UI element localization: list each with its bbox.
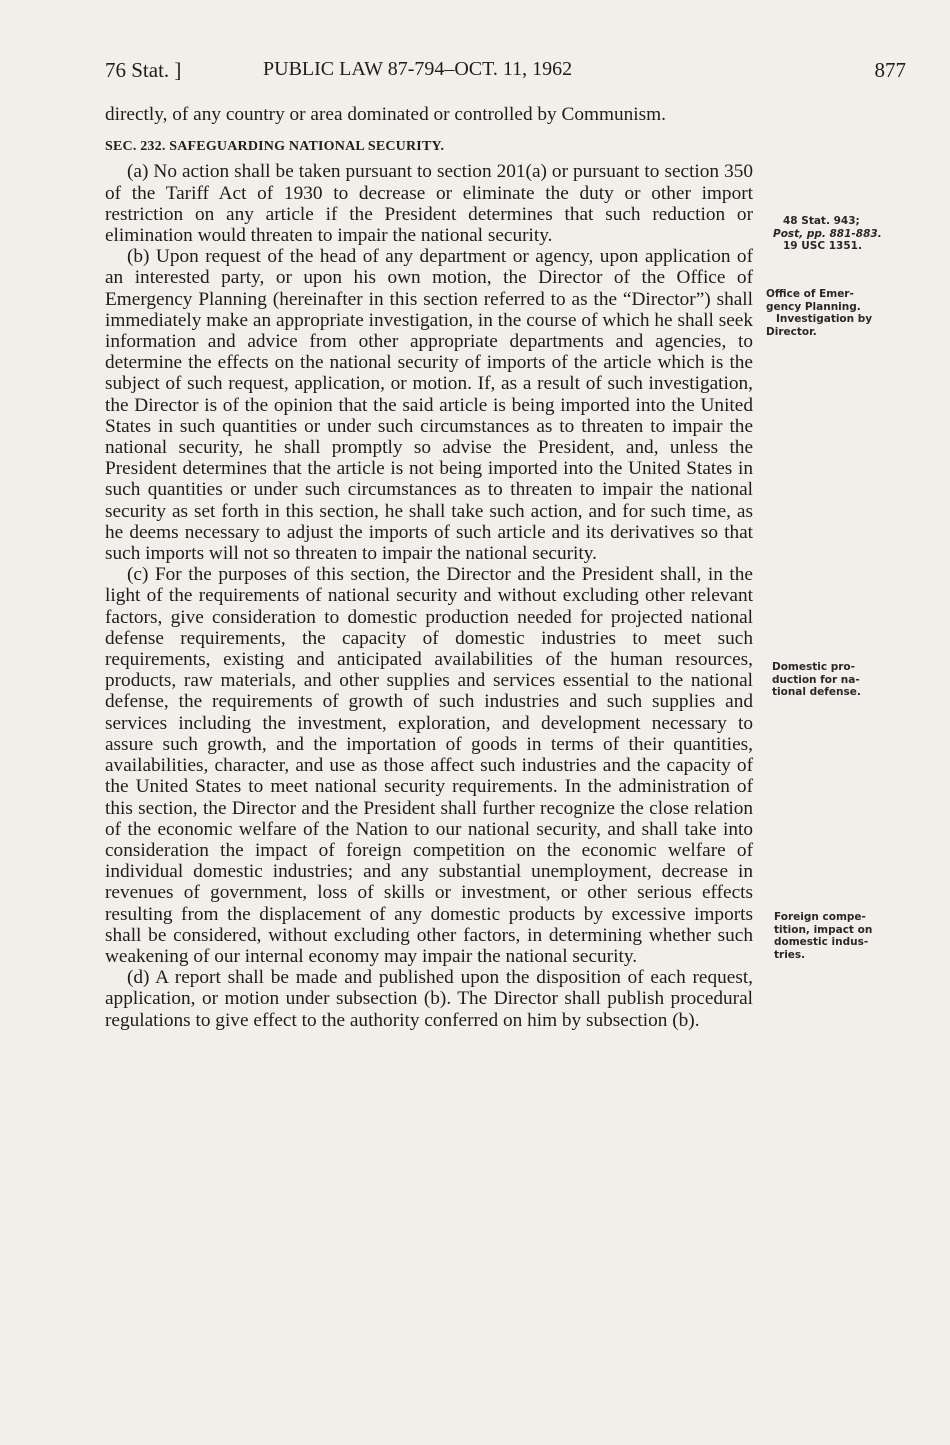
intro-text: directly, of any country or area dominated or controlled by Communism. — [105, 104, 666, 125]
page-number: 877 — [874, 58, 906, 82]
margin-note-line: 48 Stat. 943; — [783, 215, 860, 227]
margin-note-line: 19 USC 1351. — [783, 240, 862, 252]
section-heading: SEC. 232. SAFEGUARDING NATIONAL SECURITY. — [105, 139, 445, 155]
margin-note-citation — [773, 215, 903, 253]
paragraph-d: (d) A report shall be made and published upon the disposition of each request, application, or motion under subsection (b). The Director shall publish procedural regulations to give effect to the authority conferred on him by subsection (b). — [105, 967, 753, 1031]
margin-note-line: Director. — [766, 325, 817, 338]
margin-note-line: Office of Emer- — [766, 288, 854, 300]
margin-note-line: gency Planning. — [766, 300, 861, 313]
margin-note-line: tries. — [774, 948, 806, 961]
margin-note-line: tition, impact on — [774, 923, 873, 936]
margin-note-line: domestic indus- — [774, 936, 869, 948]
margin-note-office-emergency-planning — [766, 288, 906, 338]
paragraph-a: (a) No action shall be taken pursuant to section 201(a) or pursuant to section 350 of the Tariff Act of 1930 to decrease or eliminate the duty or other import restriction on any article if the President determines that such reduction or elimination would threaten to impair the national security. — [105, 161, 753, 247]
margin-note-line: Domestic pro- — [772, 661, 856, 673]
statute-reference: 76 Stat. ] — [105, 58, 182, 82]
margin-note-line: Post, pp. 881-883. — [773, 227, 882, 240]
paragraph-c: (c) For the purposes of this section, the Director and the President shall, in the light of the requirements of national security and without excluding other relevant factors, give consideration to domestic production needed for projected national defense requirements, the capacity of domestic industries to meet such requirements, existing and anticipated availabilities of the human resources, products, raw materials, and other supplies and services essential to the national defense, the requirements of growth of such industries and such supplies and services including the investment, exploration, and development necessary to assure such growth, and the importation of goods in terms of their quantities, availabilities, character, and use as those affect such industries and the capacity of the United States to meet national security requirements. In the administration of this section, the Director and the President shall further recognize the close relation of the economic welfare of the Nation to our national security, and shall take into consideration the impact of foreign competition on the economic welfare of individual domestic industries; and any substantial unemployment, decrease in revenues of government, loss of skills or investment, or other serious effects resulting from the displacement of any domestic products by excessive imports shall be considered, without excluding other factors, in determining whether such weakening of our internal economy may impair the national security. — [105, 564, 753, 967]
margin-note-foreign-competition — [774, 911, 894, 961]
running-header — [103, 58, 906, 88]
margin-note-line: Investigation by — [776, 313, 873, 325]
body-text — [105, 104, 753, 1031]
margin-note-line: Foreign compe- — [774, 911, 866, 923]
margin-note-line: duction for na- — [772, 673, 860, 686]
margin-note-line: tional defense. — [772, 686, 861, 698]
paragraph-b: (b) Upon request of the head of any department or agency, upon application of an interested party, or upon his own motion, the Director of the Office of Emergency Planning (hereinafter in this section referred to as the “Director”) shall immediately make an appropriate investigation, in the course of which he shall seek information and advice from other appropriate departments and agencies, to determine the effects on the national security of imports of the article which is the subject of such request, application, or motion. If, as a result of such investigation, the Director is of the opinion that the said article is being imported into the United States in such quantities or under such circumstances as to threaten to impair the national security, he shall promptly so advise the President, and, unless the President determines that the article is not being imported into the United States in such quantities or under such circumstances as to threaten to impair the national security as set forth in this section, he shall take such action, and for such time, as he deems necessary to adjust the imports of such article and its derivatives so that such imports will not so threaten to impair the national security. — [105, 246, 753, 565]
margin-note-domestic-production — [772, 661, 892, 699]
law-title: PUBLIC LAW 87-794–OCT. 11, 1962 — [263, 58, 573, 80]
